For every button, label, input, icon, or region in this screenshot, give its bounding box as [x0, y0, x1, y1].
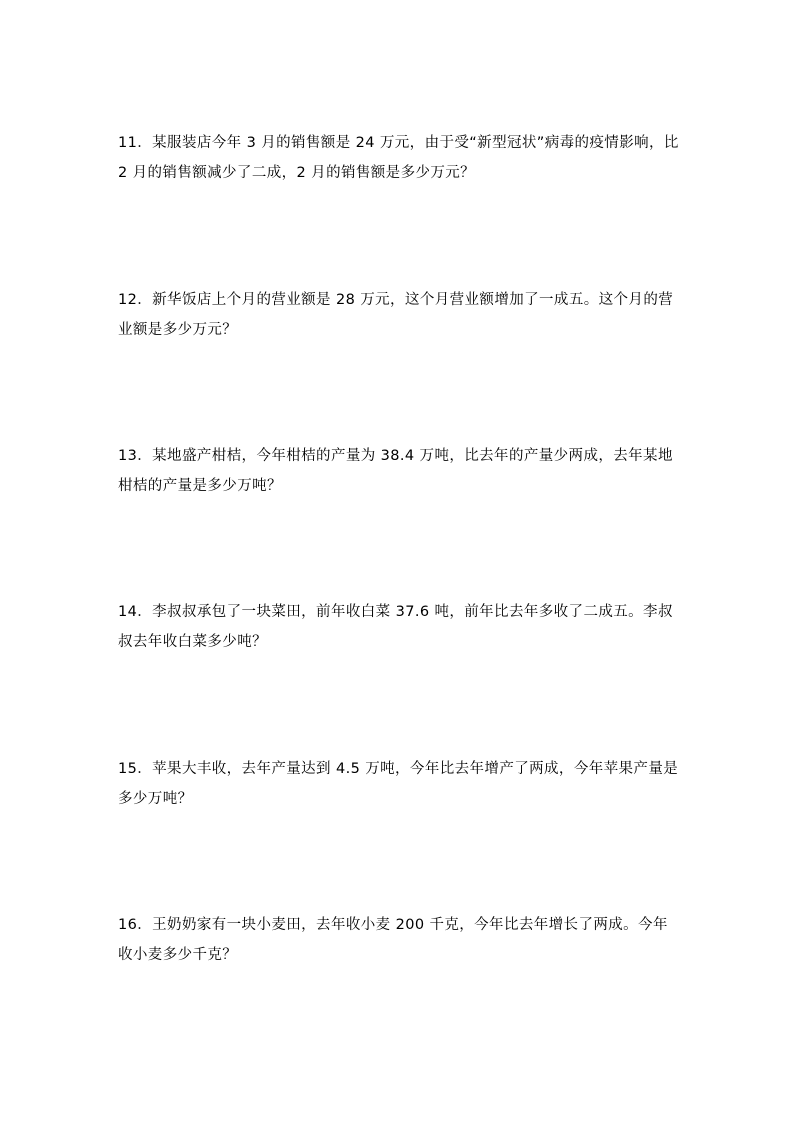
question-text: 苹果大丰收，去年产量达到 4.5 万吨，今年比去年增产了两成，今年苹果产量是多少万吨？ — [118, 761, 679, 807]
question-number: 15． — [118, 761, 153, 777]
question-text: 李叔叔承包了一块菜田，前年收白菜 37.6 吨，前年比去年多收了二成五。李叔叔去年收白菜多少吨？ — [118, 604, 673, 650]
question-14 — [118, 597, 680, 657]
question-number: 14． — [118, 604, 153, 620]
question-12 — [118, 285, 680, 345]
question-15 — [118, 754, 680, 814]
question-16 — [118, 910, 680, 970]
question-number: 16． — [118, 917, 153, 933]
question-number: 12． — [118, 292, 153, 308]
question-13 — [118, 441, 680, 501]
question-text: 某地盛产柑桔，今年柑桔的产量为 38.4 万吨，比去年的产量少两成，去年某地柑桔的产量是多少万吨？ — [118, 448, 673, 494]
question-text: 某服装店今年 3 月的销售额是 24 万元，由于受“新型冠状”病毒的疫情影响，比 2 月的销售额减少了二成，2 月的销售额是多少万元？ — [118, 135, 679, 181]
question-text: 王奶奶家有一块小麦田，去年收小麦 200 千克，今年比去年增长了两成。今年收小麦多少千克？ — [118, 917, 668, 963]
question-number: 11． — [118, 135, 153, 151]
question-number: 13． — [118, 448, 153, 464]
question-text: 新华饭店上个月的营业额是 28 万元，这个月营业额增加了一成五。这个月的营业额是多少万元？ — [118, 292, 674, 338]
question-11 — [118, 128, 680, 188]
